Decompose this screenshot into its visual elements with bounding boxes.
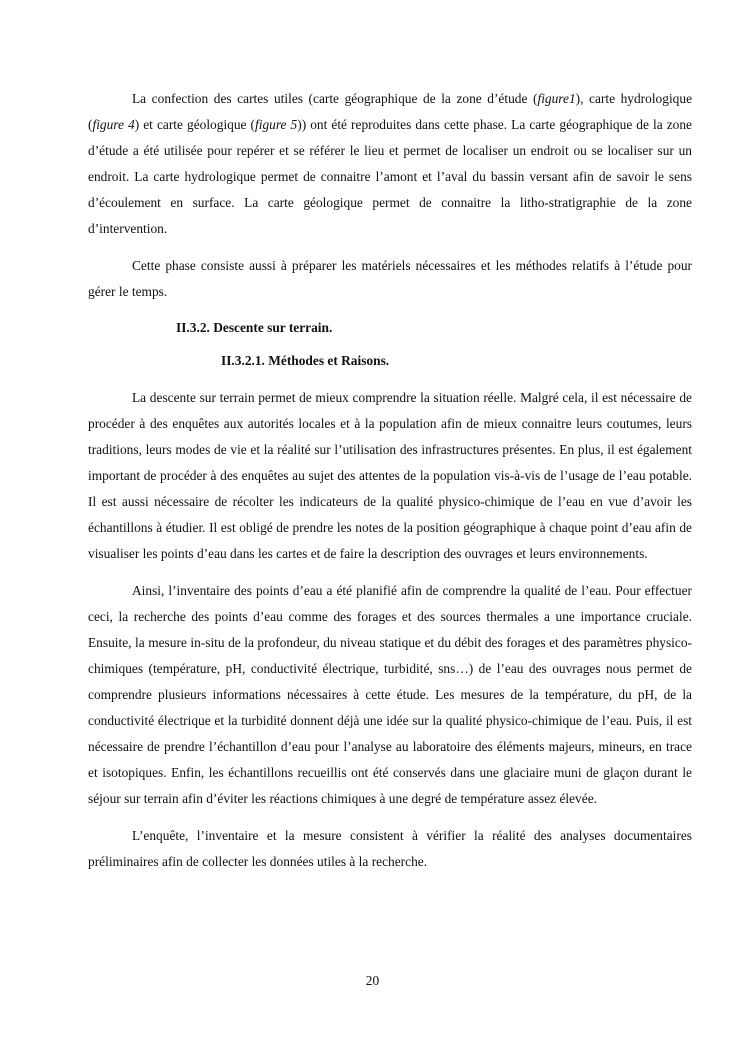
figure-reference: figure1: [537, 91, 576, 106]
figure-reference: figure 4: [92, 117, 135, 132]
paragraph-field-survey: La descente sur terrain permet de mieux comprendre la situation réelle. Malgré cela, il est nécessaire de procéder à des enquêtes aux autorités locales et à la population afin de mieux connaitre leurs coutumes, leurs traditions, leurs modes de vie et la réalité sur l’utilisation des infrastructures présentes. En plus, il est également important de procéder à des enquêtes au sujet des attentes de la population vis-à-vis de l’usage de l’eau potable. Il est aussi nécessaire de récolter les indicateurs de la qualité physico-chimique de l’eau en vue d’avoir les échantillons à étudier. Il est obligé de prendre les notes de la position géographique à chaque point d’eau afin de visualiser les points d’eau dans les cartes et de faire la description des ouvrages et leurs environnements.: [88, 390, 692, 561]
paragraph-conclusion: L’enquête, l’inventaire et la mesure consistent à vérifier la réalité des analyses documentaires préliminaires afin de collecter les données utiles à la recherche.: [88, 828, 692, 869]
paragraph-water-inventory: Ainsi, l’inventaire des points d’eau a été planifié afin de comprendre la qualité de l’eau. Pour effectuer ceci, la recherche des points d’eau comme des forages et des sources thermales a une importance cruciale. Ensuite, la mesure in-situ de la profondeur, du niveau statique et du débit des forages et des paramètres physico-chimiques (température, pH, conductivité électrique, turbidité, sns…) de l’eau des ouvrages nous permet de comprendre plusieurs informations nécessaires à cette étude. Les mesures de la température, du pH, de la conductivité électrique et la turbidité donnent déjà une idée sur la qualité physico-chimique de l’eau. Puis, il est nécessaire de prendre l’échantillon d’eau pour l’analyse au laboratoire des éléments majeurs, mineurs, en trace et isotopiques. Enfin, les échantillons recueillis ont été conservés dans une glaciaire muni de glaçon durant le séjour sur terrain afin d’éviter les réactions chimiques à une degré de température assez élevée.: [88, 583, 692, 806]
paragraph-phase-preparation: Cette phase consiste aussi à préparer les matériels nécessaires et les méthodes relatifs à l’étude pour gérer le temps.: [88, 258, 692, 299]
figure-reference: figure 5: [255, 117, 298, 132]
document-page: [88, 86, 692, 875]
section-heading-descente: II.3.2. Descente sur terrain.: [176, 320, 333, 335]
paragraph-maps-preparation: La confection des cartes utiles (carte géographique de la zone d’étude (figure1), carte hydrologique (figure 4) et carte géologique (figure 5)) ont été reproduites dans cette phase. La carte géographique de la zone d’étude a été utilisée pour repérer et se référer le lieu et permet de localiser un endroit ou se localiser sur un endroit. La carte hydrologique permet de connaitre l’amont et l’aval du bassin versant afin de savoir le sens d’écoulement en surface. La carte géologique permet de connaitre la litho-stratigraphie de la zone d’intervention.: [88, 91, 693, 236]
subsection-heading-methodes: II.3.2.1. Méthodes et Raisons.: [221, 353, 390, 368]
page-number: 20: [365, 973, 380, 988]
